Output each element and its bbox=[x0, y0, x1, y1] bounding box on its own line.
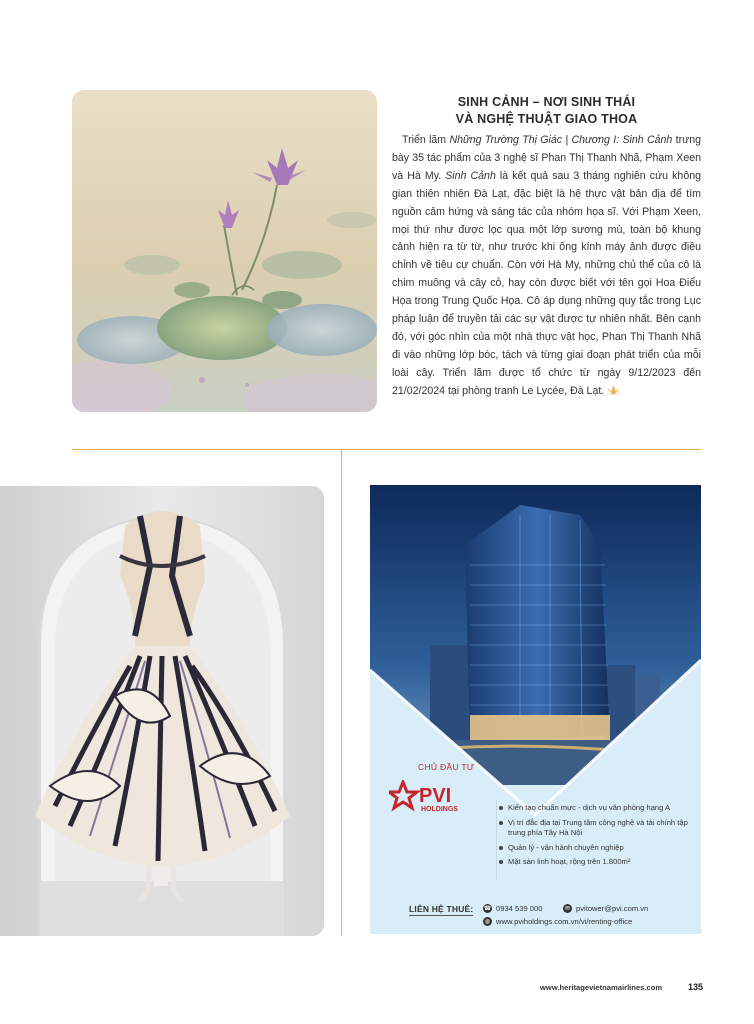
horizontal-divider bbox=[72, 449, 701, 450]
logo-sub: HOLDINGS bbox=[421, 806, 458, 813]
mail-icon: ✉ bbox=[564, 906, 571, 912]
lotus-painting bbox=[72, 90, 377, 412]
dress-artwork-photo bbox=[0, 486, 324, 936]
lotus-end-icon bbox=[607, 386, 620, 395]
feature-item: Quản lý - vận hành chuyên nghiệp bbox=[496, 843, 696, 854]
website-text: www.pviholdings.com.vn/vi/renting-office bbox=[496, 917, 633, 926]
body-intro: Triển lãm bbox=[402, 134, 450, 146]
phone-icon: ☎ bbox=[483, 906, 492, 912]
phone-text: 0934 539 000 bbox=[496, 904, 543, 913]
pvi-holdings-logo bbox=[389, 780, 479, 814]
article bbox=[392, 94, 701, 401]
article-title-line2: VÀ NGHỆ THUẬT GIAO THOA bbox=[455, 112, 638, 126]
feature-list bbox=[496, 803, 696, 872]
exhibition-name: Những Trường Thị Giác | Chương I: Sinh Cảnh bbox=[449, 134, 673, 146]
footer-site: www.heritagevietnamairlines.com bbox=[540, 983, 663, 992]
contact-email[interactable] bbox=[563, 904, 648, 913]
article-title-line1: SINH CẢNH – NƠI SINH THÁI bbox=[457, 95, 636, 109]
vertical-divider bbox=[341, 449, 342, 936]
contact-label: LIÊN HỆ THUÊ: bbox=[409, 904, 474, 914]
feature-item: Vị trí đắc địa tại Trung tâm công nghệ và tài chính tập trung phía Tây Hà Nội bbox=[496, 818, 696, 839]
sinh-canh-name: Sinh Cảnh bbox=[445, 169, 496, 182]
article-body bbox=[392, 132, 701, 401]
article-title bbox=[392, 94, 701, 128]
page-number: 135 bbox=[688, 982, 704, 992]
contact-phone[interactable] bbox=[483, 904, 542, 913]
investor-label: CHỦ ĐẦU TƯ bbox=[418, 762, 475, 772]
logo-text: PVI bbox=[419, 785, 452, 807]
feature-item: Kiến tạo chuẩn mực - dịch vụ văn phòng hạng A bbox=[496, 803, 696, 814]
feature-item: Mặt sàn linh hoạt, rộng trên 1.800m² bbox=[496, 857, 696, 868]
email-text: pvitower@pvi.com.vn bbox=[576, 904, 649, 913]
body-part2: trưng bày 35 tác phẩm của 3 nghệ sĩ Phan Thị Thanh Nhã, Phạm Xeen và Hà My. bbox=[392, 134, 701, 182]
globe-icon: ◍ bbox=[484, 919, 491, 925]
contact-website[interactable] bbox=[483, 917, 632, 926]
body-part3: là kết quả sau 3 tháng nghiên cứu không gian thiên nhiên Đà Lạt, đặc biệt là hệ thực vật bản địa để tìm nguồn cảm hứng và sáng tác của nhóm họa sĩ. Với Phạm Xeen, mọi thứ như được lọc qua một lớp sương mù, toàn bộ khung cảnh hiện ra từ từ, như trước khi ống kính máy ảnh được điều chỉnh về tiêu cự chuẩn. Còn với Hà My, những chủ thể của cô là chim muông và cây cỏ, hay còn được biết với tên gọi Hoa Điểu Họa trong Trung Quốc Họa. Cô áp dụng những quy tắc trong Lục pháp luận để truyền tải các sự vật được tự nhiên nhất. Bên cạnh đó, với góc nhìn của một nhà thực vật học, Phan Thị Thanh Nhã đi vào những lớp bóc, tách và từng giai đoạn phát triển của mỗi loài cây. Triển lãm được tổ chức từ ngày 9/12/2023 đến 21/02/2024 tại phòng tranh Le Lycée, Đà Lạt. bbox=[392, 169, 701, 397]
